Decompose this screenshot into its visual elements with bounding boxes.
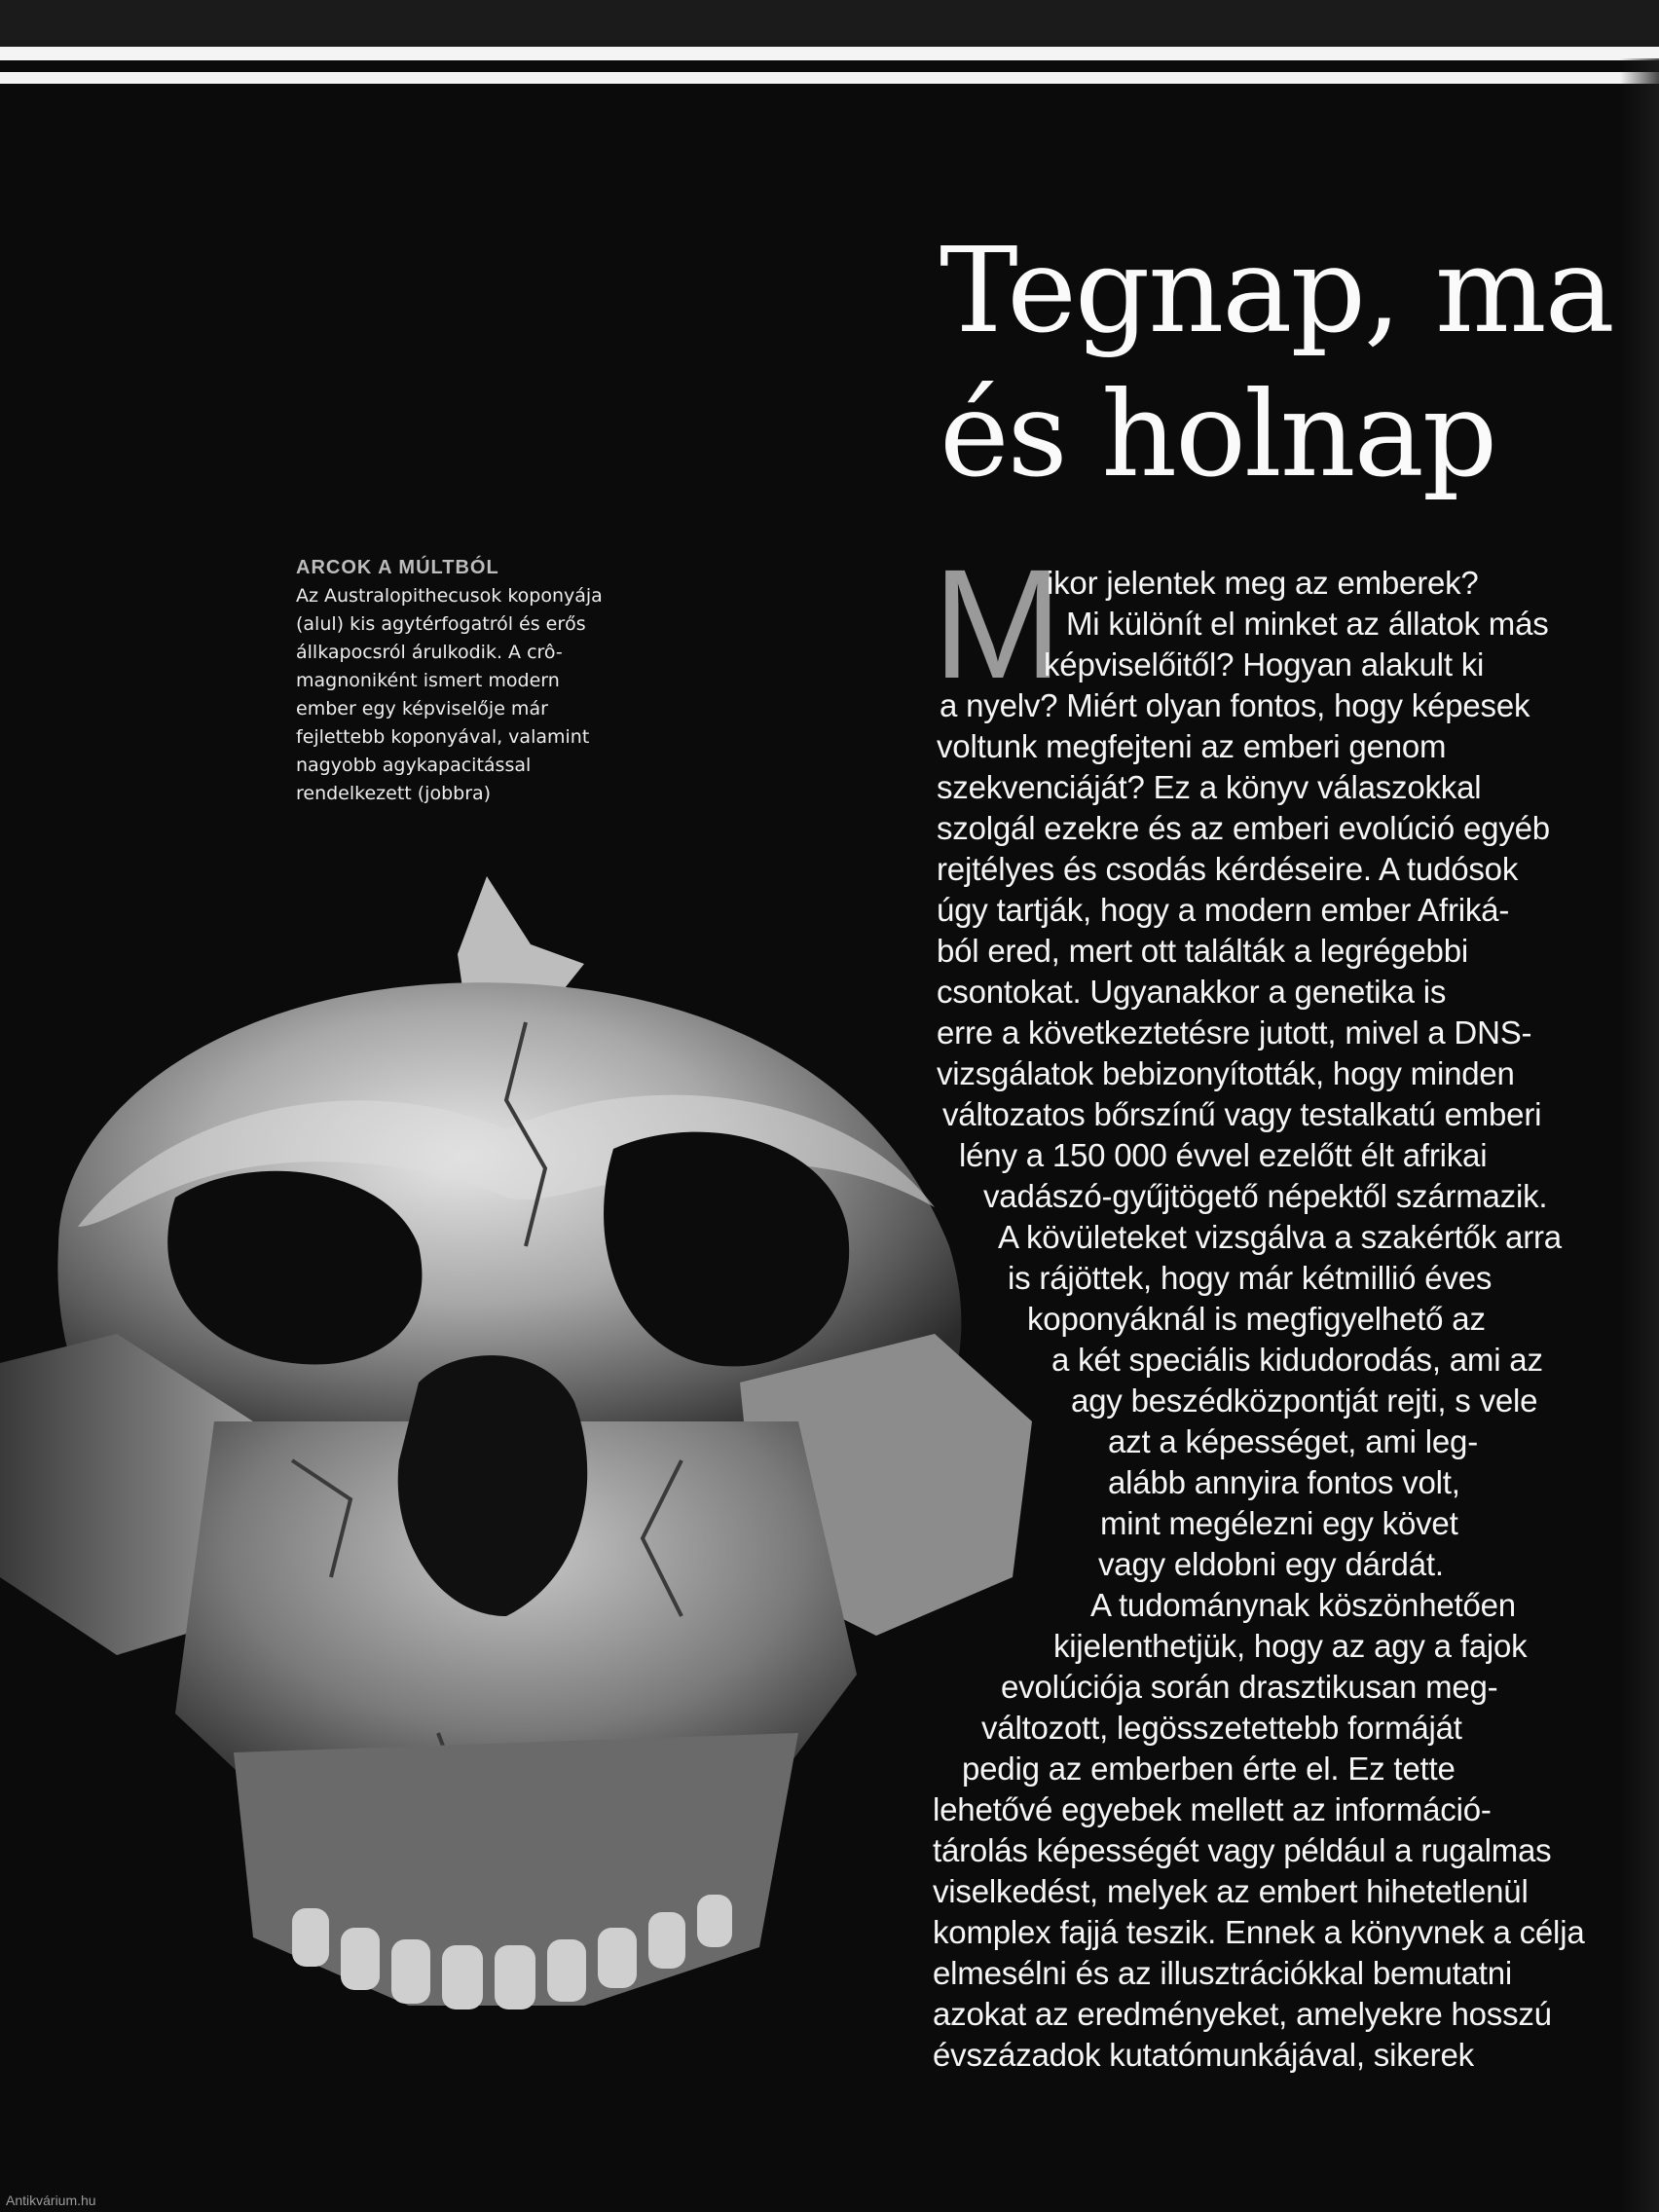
article-line: koponyáknál is megfigyelhető az [1027,1301,1486,1337]
article-line: viselkedést, melyek az embert hihetetlenül [933,1873,1529,1909]
article-line: vagy eldobni egy dárdát. [1098,1546,1444,1582]
watermark: Antikvárium.hu [6,2193,96,2208]
page-title-line: és holnap [940,366,1496,503]
page-title [940,219,1621,507]
caption-text [296,582,685,808]
article-line: vizsgálatok bebizonyították, hogy minden [937,1055,1515,1091]
caption-title: ARCOK A MÚLTBÓL [296,557,499,578]
article-line: ikor jelentek meg az emberek? [1047,565,1479,601]
article-line: elmesélni és az illusztrációkkal bemutatni [933,1955,1513,1991]
article-line: szolgál ezekre és az emberi evolúció egyéb [937,810,1550,846]
article-line: változatos bőrszínű vagy testalkatú emberi [942,1096,1542,1132]
article-line: a nyelv? Miért olyan fontos, hogy képesek [940,687,1530,723]
page-title-line: Tegnap, ma [940,222,1613,359]
article-line: a két speciális kidudorodás, ami az [1051,1342,1543,1378]
article-line: is rájöttek, hogy már kétmillió éves [1008,1260,1493,1296]
article-line: tárolás képességét vagy például a rugalmas [933,1832,1552,1868]
article-line: évszázadok kutatómunkájával, sikerek [933,2037,1474,2073]
article-line: azt a képességet, ami leg- [1108,1423,1479,1459]
article-line: erre a következtetésre jutott, mivel a DNS- [937,1014,1532,1051]
article-line: pedig az emberben érte el. Ez tette [962,1751,1456,1787]
article-line: A tudománynak köszönhetően [1090,1587,1516,1623]
stripe-line [0,47,1659,60]
article-line: vadászó-gyűjtögető népektől származik. [983,1178,1548,1214]
article-line: azokat az eredményeket, amelyekre hosszú [933,1996,1552,2032]
drop-cap: M [933,536,1057,711]
photo-caption [296,553,685,808]
article-line: alább annyira fontos volt, [1108,1464,1460,1500]
stripe-line [0,72,1659,84]
article-line: evolúciója során drasztikusan meg- [1001,1669,1498,1705]
article-line: lehetővé egyebek mellett az információ- [933,1791,1492,1827]
caption-line: fejlettebb koponyával, valamint [296,726,590,748]
article-line: mint megélezni egy követ [1100,1505,1458,1541]
caption-line: (alul) kis agytérfogatról és erős [296,613,586,635]
article-line: A kövületeket vizsgálva a szakértők arra [998,1219,1562,1255]
caption-line: ember egy képviselője már [296,698,548,719]
article-line: szekvenciáját? Ez a könyv válaszokkal [937,769,1482,805]
article-line: komplex fajjá teszik. Ennek a könyvnek a célja [933,1914,1585,1950]
article-line: Mi különít el minket az állatok más [1066,606,1549,642]
caption-line: magnoniként ismert modern [296,670,560,691]
article-line: voltunk megfejteni az emberi genom [937,728,1447,764]
article-line: csontokat. Ugyanakkor a genetika is [937,974,1447,1010]
caption-line: nagyobb agykapacitással [296,755,532,776]
article-line: képviselőitől? Hogyan alakult ki [1044,646,1485,682]
article-line: rejtélyes és csodás kérdéseire. A tudósok [937,851,1519,887]
article-line: lény a 150 000 évvel ezelőtt élt afrikai [959,1137,1488,1173]
caption-line: Az Australopithecusok koponyája [296,585,603,607]
skull-photo [0,876,1051,2103]
caption-line: állkapocsról árulkodik. A crô- [296,642,563,663]
stripe-background [0,0,1659,47]
top-stripe-band [0,0,1659,97]
article-line: kijelenthetjük, hogy az agy a fajok [1053,1628,1528,1664]
article-line: változott, legösszetettebb formáját [981,1710,1462,1746]
article-line: úgy tartják, hogy a modern ember Afriká- [937,892,1510,928]
article-line: ból ered, mert ott találták a legrégebbi [937,933,1468,969]
page-edge-shadow [1620,58,1659,2212]
caption-line: rendelkezett (jobbra) [296,783,492,804]
article-line: agy beszédközpontját rejti, s vele [1071,1382,1538,1419]
